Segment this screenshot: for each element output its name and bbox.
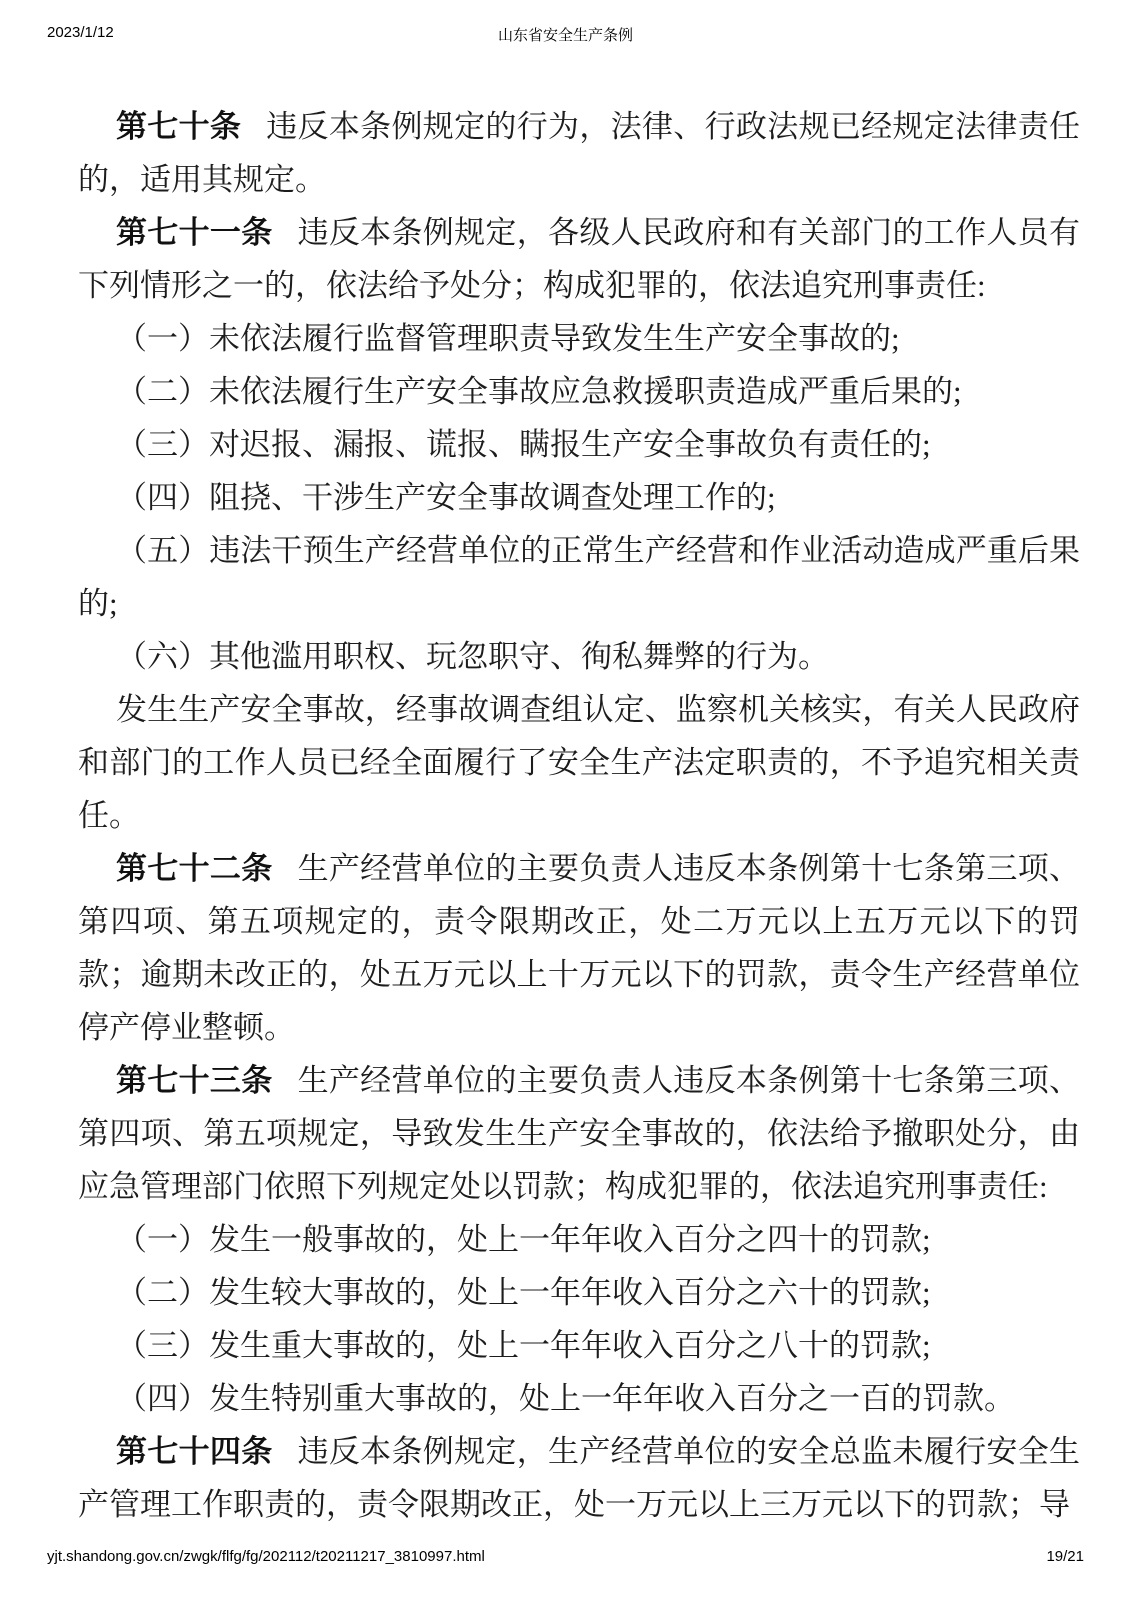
paragraph: [78, 471, 1080, 524]
page-footer: [47, 1548, 1084, 1568]
article-number: 第七十条: [116, 109, 242, 144]
paragraph: [78, 1213, 1080, 1266]
paragraph: [78, 842, 1080, 1054]
header-date: 2023/1/12: [47, 24, 114, 41]
paragraph: [78, 1319, 1080, 1372]
paragraph-text: （二）未依法履行生产安全事故应急救援职责造成严重后果的;: [116, 374, 962, 409]
article-number: 第七十三条: [116, 1063, 273, 1098]
paragraph: [78, 312, 1080, 365]
paragraph-text: 发生生产安全事故，经事故调查组认定、监察机关核实，有关人民政府和部门的工作人员已经全面履行了安全生产法定职责的，不予追究相关责任。: [78, 692, 1080, 833]
paragraph-text: （四）发生特别重大事故的，处上一年年收入百分之一百的罚款。: [116, 1381, 1015, 1416]
paragraph-text: 违反本条例规定，各级人民政府和有关部门的工作人员有下列情形之一的，依法给予处分；构成犯罪的，依法追究刑事责任:: [78, 215, 1081, 303]
paragraph-text: （二）发生较大事故的，处上一年年收入百分之六十的罚款;: [116, 1275, 931, 1310]
paragraph: [78, 1372, 1080, 1425]
footer-url: yjt.shandong.gov.cn/zwgk/flfg/fg/202112/t20211217_3810997.html: [47, 1548, 485, 1565]
paragraph-text: （三）发生重大事故的，处上一年年收入百分之八十的罚款;: [116, 1328, 931, 1363]
paragraph: [78, 630, 1080, 683]
paragraph-text: 违反本条例规定，生产经营单位的安全总监未履行安全生产管理工作职责的，责令限期改正，处一万元以上三万元以下的罚款；导: [78, 1434, 1081, 1522]
paragraph-text: （一）未依法履行监督管理职责导致发生生产安全事故的;: [116, 321, 900, 356]
paragraph: [78, 100, 1080, 206]
footer-page-number: 19/21: [1046, 1548, 1084, 1565]
document-title: 山东省安全生产条例: [497, 27, 633, 44]
paragraph-text: （三）对迟报、漏报、谎报、瞒报生产安全事故负有责任的;: [116, 427, 931, 462]
paragraph-text: （四）阻挠、干涉生产安全事故调查处理工作的;: [116, 480, 776, 515]
paragraph-text: 生产经营单位的主要负责人违反本条例第十七条第三项、第四项、第五项规定，导致发生生产安全事故的，依法给予撤职处分，由应急管理部门依照下列规定处以罚款；构成犯罪的，依法追究刑事责任:: [78, 1063, 1081, 1204]
article-number: 第七十二条: [116, 851, 273, 886]
article-number: 第七十四条: [116, 1434, 273, 1469]
paragraph-text: （一）发生一般事故的，处上一年年收入百分之四十的罚款;: [116, 1222, 931, 1257]
paragraph: [78, 524, 1080, 630]
page-header: [47, 24, 1084, 44]
paragraph: [78, 206, 1080, 312]
paragraph: [78, 418, 1080, 471]
paragraph: [78, 365, 1080, 418]
paragraph-text: 违反本条例规定的行为，法律、行政法规已经规定法律责任的，适用其规定。: [78, 109, 1081, 197]
paragraph: [78, 683, 1080, 842]
paragraph: [78, 1266, 1080, 1319]
article-number: 第七十一条: [116, 215, 273, 250]
document-body: [78, 100, 1080, 1531]
paragraph: [78, 1425, 1080, 1531]
paragraph-text: （六）其他滥用职权、玩忽职守、徇私舞弊的行为。: [116, 639, 829, 674]
paragraph-text: 生产经营单位的主要负责人违反本条例第十七条第三项、第四项、第五项规定的，责令限期改正，处二万元以上五万元以下的罚款；逾期未改正的，处五万元以上十万元以下的罚款，责令生产经营单位停产停业整顿。: [78, 851, 1081, 1045]
paragraph-text: （五）违法干预生产经营单位的正常生产经营和作业活动造成严重后果的;: [78, 533, 1080, 621]
paragraph: [78, 1054, 1080, 1213]
